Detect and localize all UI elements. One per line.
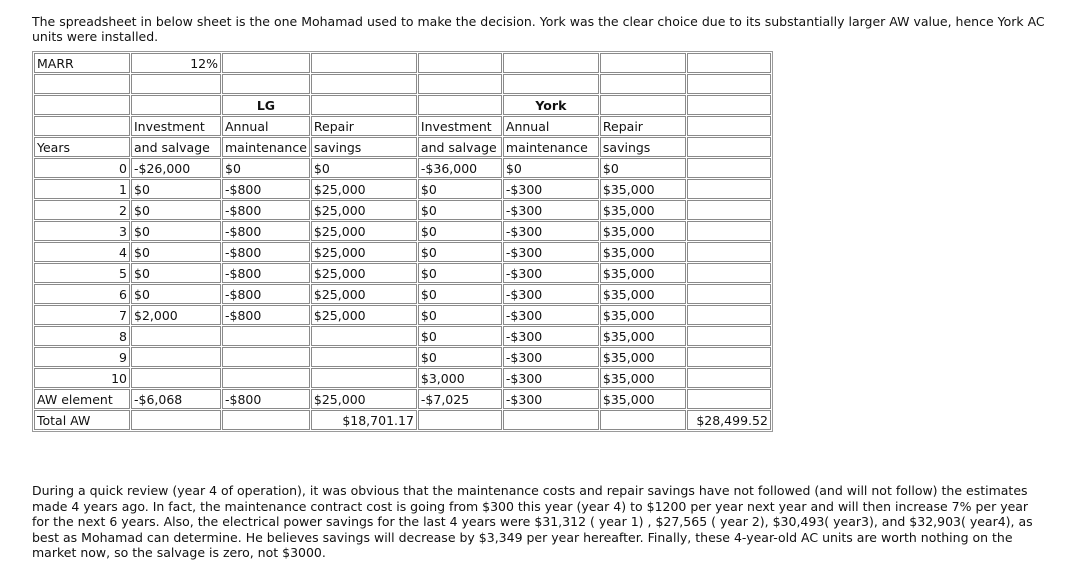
cell[interactable] [34, 95, 130, 115]
value-cell[interactable]: $35,000 [600, 200, 686, 220]
header-cell[interactable]: maintenance [503, 137, 599, 157]
intro-paragraph: The spreadsheet in below sheet is the one Mohamad used to make the decision. York was the clear choice due to its substantially larger AW value, hence York AC units were installed. [32, 14, 1045, 44]
total-aw-lg-cell[interactable]: $18,701.17 [311, 410, 417, 430]
value-cell[interactable]: $35,000 [600, 221, 686, 241]
value-cell[interactable] [222, 368, 310, 388]
cell[interactable] [222, 410, 310, 430]
cell[interactable] [687, 284, 771, 304]
value-cell[interactable]: -$36,000 [418, 158, 502, 178]
year-row [34, 284, 771, 304]
value-cell[interactable]: $0 [131, 263, 221, 283]
value-cell[interactable]: $0 [418, 221, 502, 241]
value-cell[interactable]: $0 [222, 158, 310, 178]
value-cell[interactable]: $3,000 [418, 368, 502, 388]
cell[interactable] [687, 116, 771, 136]
cell[interactable] [503, 53, 599, 73]
cell[interactable] [311, 74, 417, 94]
aw-cell[interactable]: -$6,068 [131, 389, 221, 409]
cell[interactable] [687, 200, 771, 220]
cell[interactable] [687, 53, 771, 73]
year-row [34, 326, 771, 346]
header-cell[interactable]: savings [311, 137, 417, 157]
year-cell[interactable]: 4 [34, 242, 130, 262]
value-cell[interactable]: -$800 [222, 179, 310, 199]
value-cell[interactable]: $0 [131, 221, 221, 241]
year-row [34, 347, 771, 367]
header-cell[interactable]: Repair [600, 116, 686, 136]
aw-cell[interactable]: -$300 [503, 389, 599, 409]
value-cell[interactable]: $25,000 [311, 263, 417, 283]
cell[interactable] [222, 74, 310, 94]
header-cell[interactable]: Annual [503, 116, 599, 136]
year-row [34, 179, 771, 199]
aw-cell[interactable]: $25,000 [311, 389, 417, 409]
value-cell[interactable]: $0 [418, 305, 502, 325]
header-cell[interactable]: savings [600, 137, 686, 157]
aw-cell[interactable]: -$7,025 [418, 389, 502, 409]
value-cell[interactable] [131, 347, 221, 367]
year-cell[interactable]: 8 [34, 326, 130, 346]
value-cell[interactable]: $0 [131, 242, 221, 262]
value-cell[interactable]: $35,000 [600, 326, 686, 346]
value-cell[interactable]: -$300 [503, 305, 599, 325]
header-cell[interactable]: maintenance [222, 137, 310, 157]
aw-cell[interactable]: -$800 [222, 389, 310, 409]
value-cell[interactable]: -$800 [222, 242, 310, 262]
lg-header[interactable]: LG [222, 95, 310, 115]
value-cell[interactable]: $0 [311, 158, 417, 178]
header-cell[interactable]: Repair [311, 116, 417, 136]
cell[interactable] [687, 326, 771, 346]
cell[interactable] [687, 368, 771, 388]
value-cell[interactable]: -$300 [503, 347, 599, 367]
aw-cell[interactable]: $35,000 [600, 389, 686, 409]
value-cell[interactable]: $0 [131, 284, 221, 304]
review-paragraph: During a quick review (year 4 of operation), it was obvious that the maintenance costs and repair savings have not followed (and will not follow) the estimates made 4 years ago. In fact, the maintenance contract cost is going from $300 this year (year 4) to $1200 per year next year and will then increase 7% per year for the next 6 years. Also, the electrical power savings for the last 4 years were $31,312 ( year 1) , $27,565 ( year 2), $30,493( year3), and $32,903( year4), as best as Mohamad can determine. He believes savings will decrease by $3,349 per year hereafter. Finally, these 4-year-old AC units are worth nothing on the market now, so the salvage is zero, not $3000. [32, 483, 1033, 560]
value-cell[interactable]: -$300 [503, 200, 599, 220]
value-cell[interactable]: -$300 [503, 284, 599, 304]
cell[interactable] [418, 74, 502, 94]
marr-label-cell[interactable]: MARR [34, 53, 130, 73]
cell[interactable] [600, 74, 686, 94]
year-cell[interactable]: 6 [34, 284, 130, 304]
blank-row [34, 74, 771, 94]
value-cell[interactable]: $25,000 [311, 221, 417, 241]
cell[interactable] [687, 137, 771, 157]
cell[interactable] [687, 179, 771, 199]
value-cell[interactable]: $0 [131, 179, 221, 199]
value-cell[interactable]: $0 [418, 263, 502, 283]
cell[interactable] [418, 95, 502, 115]
value-cell[interactable]: $0 [418, 326, 502, 346]
years-label-cell[interactable]: Years [34, 137, 130, 157]
year-cell[interactable]: 2 [34, 200, 130, 220]
year-row [34, 305, 771, 325]
cell[interactable] [131, 410, 221, 430]
cell[interactable] [600, 410, 686, 430]
value-cell[interactable]: $25,000 [311, 305, 417, 325]
header-cell[interactable]: Annual [222, 116, 310, 136]
cell[interactable] [131, 74, 221, 94]
group-header-row [34, 95, 771, 115]
cell[interactable] [311, 53, 417, 73]
year-row [34, 200, 771, 220]
total-aw-label-cell[interactable]: Total AW [34, 410, 130, 430]
value-cell[interactable]: $0 [418, 200, 502, 220]
value-cell[interactable]: $35,000 [600, 242, 686, 262]
value-cell[interactable]: $25,000 [311, 179, 417, 199]
cell[interactable] [687, 263, 771, 283]
value-cell[interactable]: $25,000 [311, 242, 417, 262]
year-cell[interactable]: 5 [34, 263, 130, 283]
year-cell[interactable]: 3 [34, 221, 130, 241]
year-cell[interactable]: 10 [34, 368, 130, 388]
value-cell[interactable]: $35,000 [600, 347, 686, 367]
value-cell[interactable]: -$300 [503, 242, 599, 262]
value-cell[interactable] [222, 326, 310, 346]
cell[interactable] [503, 410, 599, 430]
value-cell[interactable] [311, 326, 417, 346]
column-header-row-2 [34, 137, 771, 157]
header-cell[interactable]: Investment [131, 116, 221, 136]
value-cell[interactable]: -$26,000 [131, 158, 221, 178]
cell[interactable] [131, 95, 221, 115]
year-row [34, 242, 771, 262]
value-cell[interactable]: $0 [503, 158, 599, 178]
year-cell[interactable]: 0 [34, 158, 130, 178]
value-cell[interactable]: $2,000 [131, 305, 221, 325]
value-cell[interactable]: $35,000 [600, 179, 686, 199]
marr-row [34, 53, 771, 73]
cell[interactable] [418, 410, 502, 430]
cell[interactable] [687, 305, 771, 325]
aw-row [34, 389, 771, 409]
cell[interactable] [34, 116, 130, 136]
year-row [34, 368, 771, 388]
value-cell[interactable]: -$300 [503, 368, 599, 388]
value-cell[interactable] [222, 347, 310, 367]
year-row [34, 158, 771, 178]
cell[interactable] [687, 347, 771, 367]
value-cell[interactable]: $35,000 [600, 305, 686, 325]
value-cell[interactable]: $0 [418, 242, 502, 262]
total-aw-row [34, 410, 771, 430]
data-rows [34, 158, 771, 388]
value-cell[interactable]: -$300 [503, 263, 599, 283]
value-cell[interactable]: $25,000 [311, 200, 417, 220]
value-cell[interactable] [131, 326, 221, 346]
value-cell[interactable] [131, 368, 221, 388]
cell[interactable] [687, 389, 771, 409]
value-cell[interactable]: $0 [418, 347, 502, 367]
spreadsheet-table [32, 51, 773, 432]
year-cell[interactable]: 1 [34, 179, 130, 199]
value-cell[interactable]: $35,000 [600, 263, 686, 283]
year-cell[interactable]: 9 [34, 347, 130, 367]
cell[interactable] [687, 95, 771, 115]
value-cell[interactable]: -$300 [503, 221, 599, 241]
cell[interactable] [503, 74, 599, 94]
cell[interactable] [600, 53, 686, 73]
header-cell[interactable]: and salvage [418, 137, 502, 157]
cell[interactable] [600, 95, 686, 115]
value-cell[interactable]: -$800 [222, 200, 310, 220]
header-cell[interactable]: and salvage [131, 137, 221, 157]
value-cell[interactable]: -$800 [222, 263, 310, 283]
cell[interactable] [311, 95, 417, 115]
cell[interactable] [687, 158, 771, 178]
cell[interactable] [418, 53, 502, 73]
column-header-row-1 [34, 116, 771, 136]
value-cell[interactable]: -$800 [222, 221, 310, 241]
value-cell[interactable]: $35,000 [600, 284, 686, 304]
value-cell[interactable]: $25,000 [311, 284, 417, 304]
year-row [34, 221, 771, 241]
value-cell[interactable]: -$300 [503, 179, 599, 199]
total-aw-york-cell[interactable]: $28,499.52 [687, 410, 771, 430]
cell[interactable] [687, 221, 771, 241]
cell[interactable] [34, 74, 130, 94]
cell[interactable] [222, 53, 310, 73]
value-cell[interactable]: $0 [131, 200, 221, 220]
value-cell[interactable] [311, 347, 417, 367]
cell[interactable] [687, 242, 771, 262]
cell[interactable] [687, 74, 771, 94]
aw-label-cell[interactable]: AW element [34, 389, 130, 409]
value-cell[interactable] [311, 368, 417, 388]
marr-value-cell[interactable]: 12% [131, 53, 221, 73]
value-cell[interactable]: $0 [418, 284, 502, 304]
year-row [34, 263, 771, 283]
value-cell[interactable]: -$800 [222, 284, 310, 304]
value-cell[interactable]: $0 [418, 179, 502, 199]
value-cell[interactable]: $0 [600, 158, 686, 178]
york-header[interactable]: York [503, 95, 599, 115]
header-cell[interactable]: Investment [418, 116, 502, 136]
value-cell[interactable]: $35,000 [600, 368, 686, 388]
year-cell[interactable]: 7 [34, 305, 130, 325]
value-cell[interactable]: -$300 [503, 326, 599, 346]
value-cell[interactable]: -$800 [222, 305, 310, 325]
